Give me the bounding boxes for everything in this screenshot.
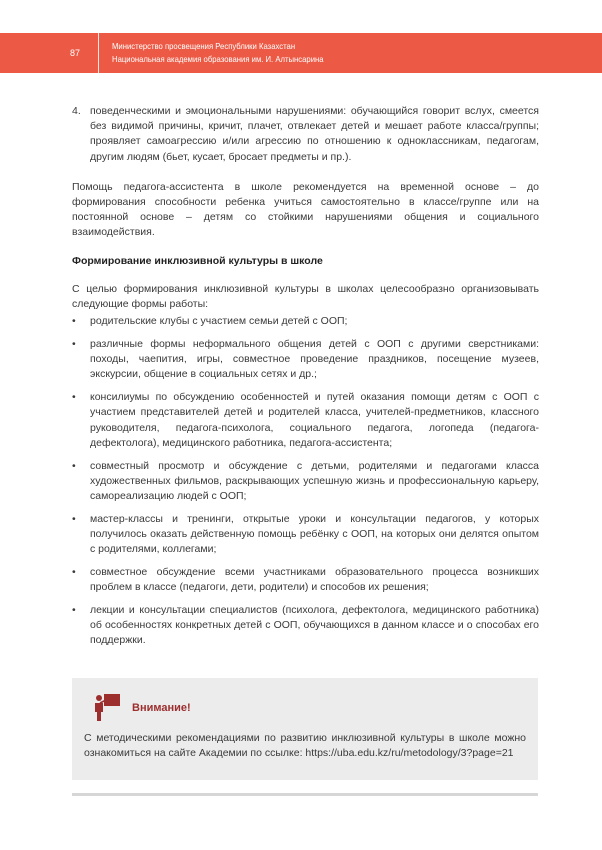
list-item [72, 459, 539, 505]
attention-box [72, 678, 538, 780]
item-number: 4. [72, 105, 81, 117]
header-line-ministry: Министерство просвещения Республики Казахстан [112, 41, 296, 51]
list-item-text: различные формы неформального общения детей с ООП с другими сверстниками: походы, чаепития, игры, совместное проведение праздников, посещение музеев, экскурсии, общение в социальных сетях и др.; [90, 338, 539, 381]
numbered-item-4 [72, 104, 539, 165]
page-header [0, 33, 602, 73]
list-item [72, 603, 539, 649]
assistant-paragraph: Помощь педагога-ассистента в школе рекомендуется на временной основе – до формирования способности ребенка учиться самостоятельно в классе/группе или на постоянной основе – детям со стойкими нарушениями общения и социального взаимодействия. [72, 180, 539, 239]
main-content [72, 104, 539, 656]
page-number: 87 [70, 33, 99, 73]
list-item-text: лекции и консультации специалистов (психолога, дефектолога, медицинского работника) об особенностях конкретных детей с ООП, обучающихся в данном классе и о способах его поддержки. [90, 604, 539, 647]
teacher-board-icon [94, 692, 122, 722]
work-forms-list [72, 314, 539, 648]
list-item-text: совместный просмотр и обсуждение с детьми, родителями и педагогами класса художественных фильмов, раскрывающих успешную жизнь и профессиональную карьеру, самореализацию людей с ООП; [90, 459, 539, 503]
list-item [72, 314, 539, 329]
bullet-marker: • [72, 604, 76, 617]
notice-title: Внимание! [132, 702, 191, 714]
notice-text: С методическими рекомендациями по развитию инклюзивной культуры в школе можно ознакомиться на сайте Академии по ссылке: https://uba.edu.kz/ru/metodology/3?page=21 [84, 732, 526, 760]
list-item [72, 337, 539, 383]
list-item [72, 390, 539, 451]
footer-divider [72, 793, 538, 796]
list-item [72, 512, 539, 558]
intro-paragraph: С целью формирования инклюзивной культуры в школах целесообразно организовывать следующие формы работы: [72, 282, 539, 311]
header-org-text [112, 40, 324, 66]
section-heading: Формирование инклюзивной культуры в школе [72, 254, 323, 267]
bullet-marker: • [72, 315, 76, 328]
bullet-marker: • [72, 459, 76, 472]
item-text: поведенческими и эмоциональными нарушениями: обучающийся говорит вслух, смеется без видимой причины, кричит, плачет, отвлекает детей и мешает работе класса/группы; проявляет самоагрессию и/или агрессию по отношению к одноклассникам, педагогам, другим людям (бьет, кусает, бросает предметы и пр.). [90, 105, 539, 163]
header-line-academy: Национальная академия образования им. И. Алтынсарина [112, 54, 324, 64]
bullet-marker: • [72, 338, 76, 351]
list-item-text: совместное обсуждение всеми участниками образовательного процесса возникших проблем в классе (педагоги, дети, родители) и способов их решения; [90, 566, 539, 594]
bullet-marker: • [72, 566, 76, 579]
bullet-marker: • [72, 512, 76, 525]
list-item-text: родительские клубы с участием семьи детей с ООП; [90, 315, 348, 328]
list-item-text: консилиумы по обсуждению особенностей и путей оказания помощи детям с ООП с участием представителей детей и родителей класса, учителей-предметников, классного руководителя, педагога-психолога, социального педагога, логопеда (педагога-дефектолога), медицинского работника, педагога-ассистента; [90, 391, 539, 449]
list-item [72, 565, 539, 595]
list-item-text: мастер-классы и тренинги, открытые уроки и консультации педагогов, у которых получилось оказать действенную помощь ребёнку с ООП, на которых они делятся опытом с родителями, коллегами; [90, 512, 539, 556]
bullet-marker: • [72, 391, 76, 404]
